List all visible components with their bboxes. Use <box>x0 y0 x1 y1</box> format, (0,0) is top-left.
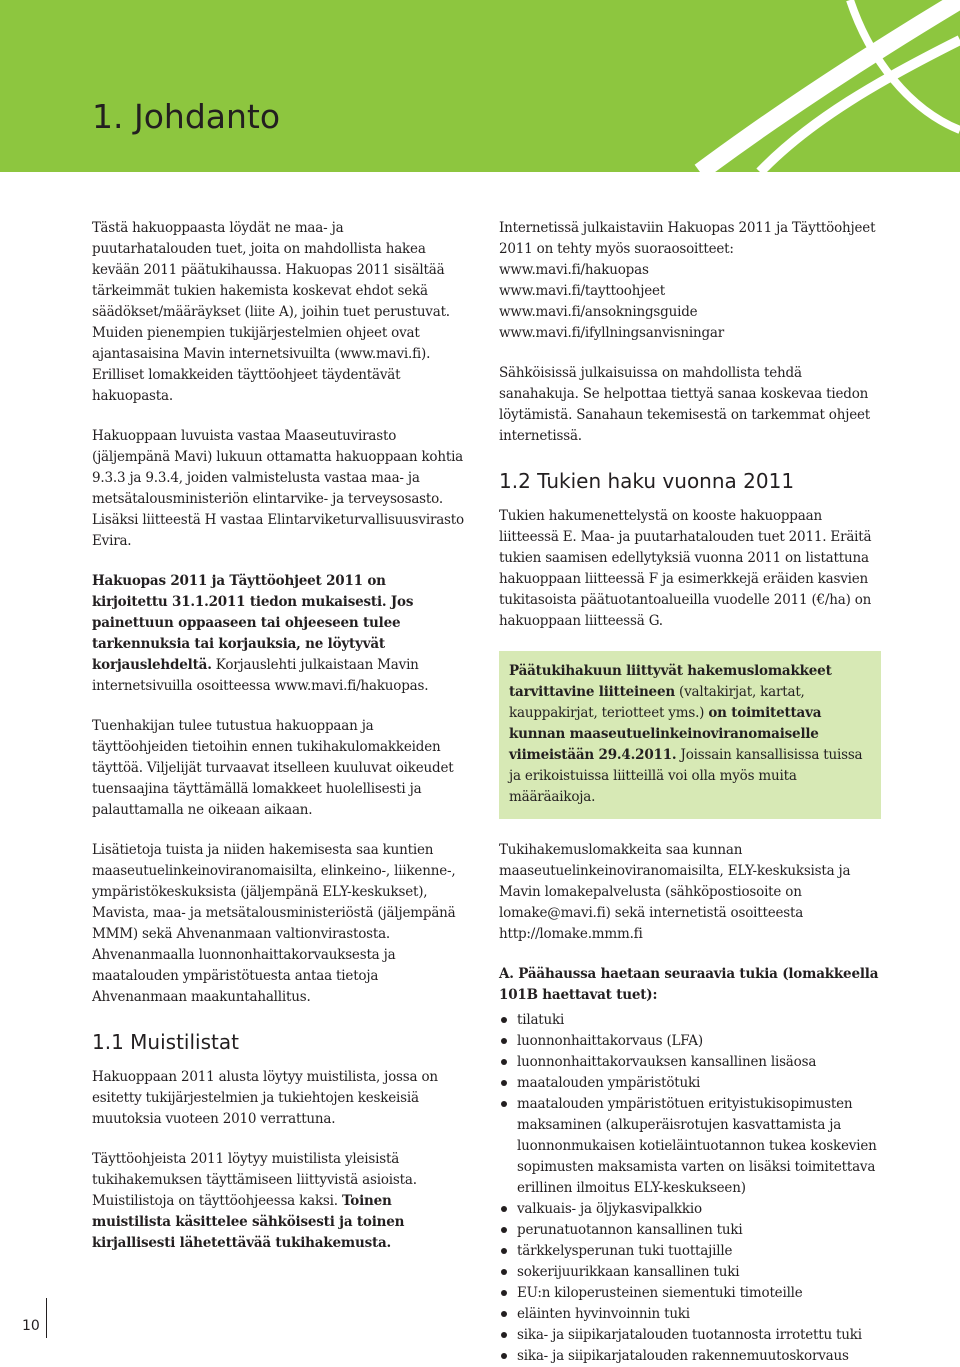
support-list-heading-text: A. Päähaussa haetaan seuraavia tukia (lomakkeella 101B haettavat tuet): <box>499 966 879 1003</box>
url-link-tayttoohjeet[interactable]: www.mavi.fi/tayttoohjeet <box>499 283 665 299</box>
procedure-paragraph: Tukien hakumenettelystä on kooste hakuoppaan liitteessä E. Maa- ja puutarhatalouden tuet 2011. Eräitä tukien saamisen edellytyksiä vuonna 2011 on listattuna hakuoppaan liitteessä F ja esimerkkejä eräiden kasvien tukitasoista päätuotantoalueilla vuodelle 2011 (€/ha) on hakuoppaan liitteessä G. <box>499 508 872 629</box>
support-list-heading <box>499 964 881 1006</box>
corrections-bold-text: Hakuopas 2011 ja Täyttöohjeet 2011 on kirjoitettu 31.1.2011 tiedon mukaisesti. Jos painettuun oppaaseen tai ohjeeseen tulee tarkennuksia tai korjauksia, ne löytyvät korjauslehdeltä. <box>92 573 414 673</box>
chapter-title: 1. Johdanto <box>92 97 281 136</box>
checklist-bold-text: Toinen muistilista käsittelee sähköisesti ja toinen kirjallisesti lähetettävää tukihakemusta. <box>92 1193 405 1251</box>
list-item: perunatuotannon kansallinen tuki <box>499 1220 881 1241</box>
support-list <box>499 1010 881 1367</box>
section-heading-muistilistat: 1.1 Muistilistat <box>92 1030 239 1054</box>
url-link-hakuopas[interactable]: www.mavi.fi/hakuopas <box>499 262 649 278</box>
checklist-text: Täyttöohjeista 2011 löytyy muistilista yleisistä tukihakemuksen täyttämiseen liittyvistä asioista. Muistilistoja on täyttöohjeessa kaksi. <box>92 1151 417 1209</box>
right-column <box>499 218 881 1367</box>
direct-addresses-paragraph <box>499 218 881 344</box>
list-item: EU:n kiloperusteinen siementuki timoteille <box>499 1283 881 1304</box>
notice-bold-2: on toimitettava kunnan maaseutuelinkeinoviranomaiselle viimeistään 29.4.2011. <box>509 705 822 763</box>
notice-bold-1: Päätukihakuun liittyvät hakemuslomakkeet tarvittavine liitteineen <box>509 663 832 700</box>
list-item: sokerijuurikkaan kansallinen tuki <box>499 1262 881 1283</box>
leaf-swirl-icon <box>0 0 960 172</box>
list-item: valkuais- ja öljykasvipalkkio <box>499 1199 881 1220</box>
notice-text-1: (valtakirjat, kartat, kauppakirjat, teriotteet yms.) <box>509 684 805 721</box>
more-info-paragraph: Lisätietoja tuista ja niiden hakemisesta saa kuntien maaseutuelinkeinoviranomaisilta, elinkeino-, liikenne-, ympäristökeskuksista (jäljempänä ELY-keskukset), Mavista, maa- ja metsätalousministeriöstä (jäljempänä MMM) sekä Ahvenanmaan valtionvirastosta. Ahvenanmaalla luonnonhaittakorvauksesta ja maatalouden ympäristötuesta antaa tietoja Ahvenanmaan maakuntahallitus. <box>92 842 456 1005</box>
list-item: maatalouden ympäristötuki <box>499 1073 881 1094</box>
list-item: eläinten hyvinvoinnin tuki <box>499 1304 881 1325</box>
word-search-paragraph: Sähköisissä julkaisuissa on mahdollista tehdä sanahakuja. Se helpottaa tiettyä sanaa koskevaa tiedon löytämistä. Sanahaun tekemisestä on tarkemmat ohjeet internetissä. <box>499 365 871 444</box>
page-number: 10 <box>22 1318 40 1334</box>
notice-text-2: Joissain kansallisissa tuissa ja erikoistuissa liitteillä voi olla myös muita määräaikoja. <box>509 747 863 805</box>
checklist-paragraph-2 <box>92 1149 464 1254</box>
list-item: tilatuki <box>499 1010 881 1031</box>
url-link-ansokningsguide[interactable]: www.mavi.fi/ansokningsguide <box>499 304 698 320</box>
list-item: luonnonhaittakorvaus (LFA) <box>499 1031 881 1052</box>
intro-paragraph: Tästä hakuoppaasta löydät ne maa- ja puutarhatalouden tuet, joita on mahdollista hakea kevään 2011 päätukihaussa. Hakuopas 2011 sisältää tärkeimmät tukien hakemista koskevat ehdot sekä säädökset/määräykset (liite A), joihin tuet perustuvat. Muiden pienempien tukijärjestelmien ohjeet ovat ajantasaisina Mavin internetsivuilta (www.mavi.fi). Erilliset lomakkeiden täyttöohjeet täydentävät hakuopasta. <box>92 220 450 404</box>
section-heading-tukien-haku: 1.2 Tukien haku vuonna 2011 <box>499 469 795 493</box>
list-item: sika- ja siipikarjatalouden tuotannosta irrotettu tuki <box>499 1325 881 1346</box>
corrections-paragraph <box>92 571 464 697</box>
responsibility-paragraph: Hakuoppaan luvuista vastaa Maaseutuvirasto (jäljempänä Mavi) lukuun ottamatta hakuoppaan kohtia 9.3.3 ja 9.3.4, joiden valmistelusta vastaa maa- ja metsätalousministeriön elintarvike- ja terveysosasto. Lisäksi liitteestä H vastaa Elintarviketurvallisuusvirasto Evira. <box>92 428 464 549</box>
deadline-notice-box <box>499 651 881 819</box>
left-column <box>92 218 464 1273</box>
page-number-divider <box>46 1298 47 1338</box>
chapter-header-band <box>0 0 960 172</box>
applicant-paragraph: Tuenhakijan tulee tutustua hakuoppaan ja täyttöohjeiden tietoihin ennen tukihakulomakkeiden täyttöä. Viljelijät turvaavat itselleen kuuluvat oikeudet tuensaajina täyttämällä lomakkeet huolellisesti ja palauttamalla ne oikeaan aikaan. <box>92 718 454 818</box>
url-link-ifyllningsanvisningar[interactable]: www.mavi.fi/ifyllningsanvisningar <box>499 325 725 341</box>
list-item: luonnonhaittakorvauksen kansallinen lisäosa <box>499 1052 881 1073</box>
list-item: tärkkelysperunan tuki tuottajille <box>499 1241 881 1262</box>
list-item: maatalouden ympäristötuen erityistukisopimusten maksaminen (alkuperäisrotujen kasvattamista ja luonnonmukaisen kotieläintuotannon tukea koskevien sopimusten maksamista varten on lisäksi toimitettava erillinen ilmoitus ELY-keskukseen) <box>499 1094 881 1199</box>
list-item: sika- ja siipikarjatalouden rakennemuutoskorvaus <box>499 1346 881 1367</box>
direct-addresses-intro: Internetissä julkaistaviin Hakuopas 2011 ja Täyttöohjeet 2011 on tehty myös suoraosoitteet: <box>499 220 876 257</box>
corrections-text: Korjauslehti julkaistaan Mavin internetsivuilla osoitteessa www.mavi.fi/hakuopas. <box>92 657 429 694</box>
checklist-paragraph-1: Hakuoppaan 2011 alusta löytyy muistilista, jossa on esitetty tukijärjestelmien ja tukiehtojen keskeisiä muutoksia vuoteen 2010 verrattuna. <box>92 1069 438 1127</box>
forms-paragraph: Tukihakemuslomakkeita saa kunnan maaseutuelinkeinoviranomaisilta, ELY-keskuksista ja Mavin lomakepalvelusta (sähköpostiosoite on lomake@mavi.fi) sekä internetistä osoitteesta http://lomake.mmm.fi <box>499 842 851 942</box>
